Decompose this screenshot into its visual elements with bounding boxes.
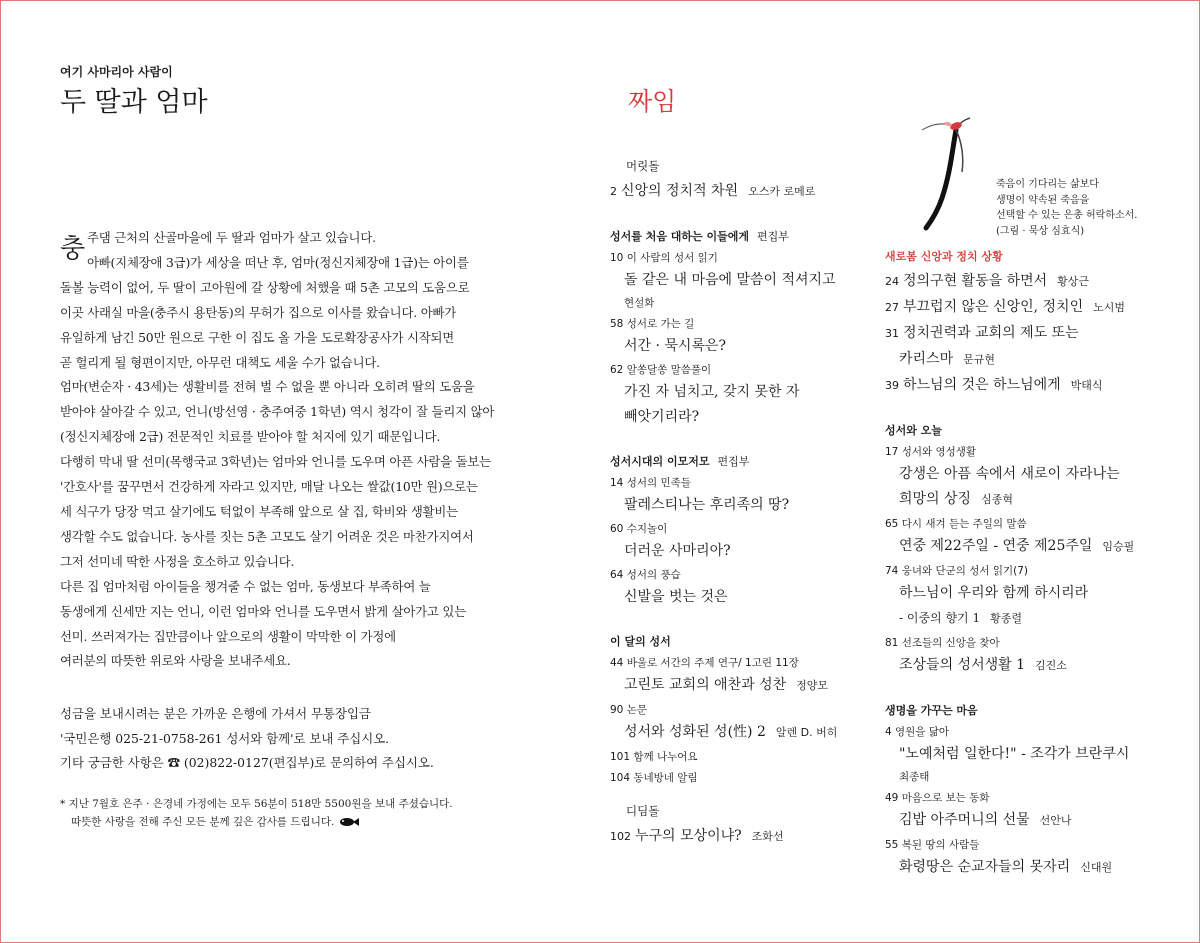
toc-entry-title: 하느님이 우리와 함께 하시리라: [899, 585, 1089, 601]
toc-section-heading: [885, 248, 1175, 264]
toc-entry-title: 더러운 사마리아?: [624, 543, 731, 559]
toc-entry-title: 하느님의 것은 하느님에게: [903, 377, 1061, 393]
body-line: 선미. 쓰러져가는 집만큼이나 앞으로의 생활이 막막한 이 가정에: [60, 628, 396, 644]
section-editor: 편집부: [717, 455, 750, 468]
donation-line: 성금을 보내시려는 분은 가까운 은행에 가셔서 무통장입금: [60, 706, 371, 721]
toc-entry: [610, 825, 880, 847]
body-line: '간호사'를 꿈꾸면서 건강하게 자라고 있지만, 매달 나오는 쌀값(10만 원)으로는: [60, 479, 478, 495]
toc-entry-title: 팔레스티나는 후리족의 땅?: [624, 497, 790, 513]
toc-author-line: 현설화: [624, 297, 655, 309]
section-label: 생명을 가꾸는 마음: [885, 704, 978, 717]
toc-section-heading: [885, 702, 1175, 718]
toc-entry: [885, 607, 1175, 629]
toc-subheading: 62 알쏭달쏭 말씀풀이: [610, 364, 712, 376]
toc-page-number: 31: [885, 327, 899, 340]
toc-entry: [610, 335, 880, 356]
toc-entry: [610, 381, 880, 402]
fish-icon: [338, 817, 360, 827]
toc-entry-title: 카리스마: [899, 351, 954, 367]
toc-subheading: 60 수지놀이: [610, 523, 668, 535]
toc-entry: [610, 269, 880, 290]
toc-entry: [885, 809, 1175, 831]
body-line: 받아야 살아갈 수 있고, 언니(방선영 · 충주여중 1학년) 역시 청각이 잘 들리지 않아: [60, 404, 495, 420]
toc-entry-title: 빼앗기리라?: [624, 409, 700, 425]
toc-title: 짜임: [628, 87, 677, 116]
body-line: 아빠(지체장애 3급)가 세상을 떠난 후, 엄마(정신지체장애 1급)는 아이를: [87, 254, 469, 270]
toc-entry: [885, 270, 1175, 292]
toc-entry-title: 고린토 교회의 애찬과 성찬: [624, 677, 787, 693]
toc-entry-title: 화령땅은 순교자들의 못자리: [899, 859, 1071, 875]
toc-section-heading: [610, 453, 880, 469]
toc-entry: [610, 406, 880, 427]
toc-entry-title: 정치권력과 교회의 제도 또는: [903, 325, 1079, 341]
toc-subheading: 64 성서의 풍습: [610, 569, 681, 581]
section-label: 머릿돌: [626, 159, 660, 173]
toc-entry: [610, 540, 880, 561]
section-label: 새로봄 신앙과 정치 상황: [885, 250, 1003, 263]
toc-author-line: 최종태: [899, 771, 930, 783]
toc-section-heading: [610, 803, 880, 819]
toc-entry-author: 선안나: [1039, 814, 1072, 827]
caption-line: 죽음이 기다리는 삶보다: [996, 179, 1099, 190]
body-line: 동생에게 신세만 지는 언니, 이런 엄마와 언니를 도우면서 밝게 살아가고 있는: [60, 603, 466, 619]
drop-cap: 충: [60, 234, 86, 264]
toc-entry: [610, 180, 880, 202]
artwork-caption: [996, 177, 1176, 239]
donation-info: [60, 702, 560, 776]
toc-entry-title: 부끄럽지 않은 신앙인, 정치인: [903, 299, 1084, 315]
toc-subheading: 58 성서로 가는 길: [610, 318, 695, 330]
toc-entry: [885, 348, 1175, 370]
toc-subheading: 10 이 사람의 성서 읽기: [610, 252, 718, 264]
body-line: 이곳 사래실 마을(충주시 용탄동)의 무허가 집으로 이사를 왔습니다. 아빠가: [60, 304, 456, 320]
toc-entry: [885, 582, 1175, 603]
body-line: 돌볼 능력이 없어, 두 딸이 고아원에 갈 상황에 처했을 때 5촌 고모의 도움으로: [60, 279, 470, 295]
note-line: 따뜻한 사랑을 전해 주신 모든 분께 깊은 감사를 드립니다.: [60, 813, 560, 831]
toc-entry: [610, 494, 880, 515]
toc-entry-author: 황종렬: [990, 612, 1022, 625]
toc-entry-title: 연중 제22주일 - 연중 제25주일: [899, 538, 1093, 554]
toc-entry-author: 박태식: [1070, 379, 1103, 392]
toc-section-heading: [610, 633, 880, 649]
donation-line: 기타 궁금한 사항은 ☎ (02)822-0127(편집부)로 문의하여 주십시오.: [60, 755, 434, 770]
section-label: 이 달의 성서: [610, 635, 671, 648]
toc-entry-author: 조화선: [751, 830, 784, 843]
donation-line: '국민은행 025-21-0758-261 성서와 함께'로 보내 주십시오.: [60, 730, 390, 746]
toc-entry: [610, 721, 880, 743]
toc-entry: [885, 488, 1175, 510]
toc-page-number: 2: [610, 185, 617, 198]
toc-subheading: 14 성서의 민족들: [610, 477, 691, 489]
toc-entry-title: 김밥 아주머니의 선물: [899, 812, 1030, 828]
section-label: 성서시대의 이모저모: [610, 455, 710, 468]
note-line: * 지난 7월호 은주 · 은경네 가정에는 모두 56분이 518만 5500원을 보내 주셨습니다.: [60, 798, 453, 810]
section-label: 디딤돌: [626, 804, 660, 818]
body-line: 곧 헐리게 될 형편이지만, 아무런 대책도 세울 수가 없습니다.: [60, 354, 380, 370]
toc-subheading: 104 동네방네 알림: [610, 772, 698, 784]
toc-entry-title: - 이중의 향기 1: [899, 611, 981, 625]
toc-entry: [610, 586, 880, 607]
section-label: 성서를 처음 대하는 이들에게: [610, 230, 749, 243]
toc-entry-title: 조상들의 성서생활 1: [899, 657, 1025, 673]
toc-entry: [885, 463, 1175, 484]
toc-entry-author: 문규현: [963, 353, 995, 366]
body-line: 그저 선미네 딱한 사정을 호소하고 있습니다.: [60, 553, 295, 569]
toc-subheading: 65 다시 새겨 듣는 주일의 말씀: [885, 518, 1027, 530]
toc-section-heading: [885, 422, 1175, 438]
body-line: 유일하게 남긴 50만 원으로 구한 이 집도 올 가을 도로확장공사가 시작되면: [60, 329, 455, 345]
toc-entry: [885, 535, 1175, 557]
toc-entry: [885, 374, 1175, 396]
toc-page-number: 39: [885, 379, 899, 392]
toc-page-number: 102: [610, 830, 631, 843]
toc-subheading: 74 웅녀와 단군의 성서 읽기(7): [885, 565, 1029, 577]
body-line: 주댐 근처의 산골마을에 두 딸과 엄마가 살고 있습니다.: [87, 230, 376, 245]
toc-entry-author: 황상근: [1057, 275, 1090, 288]
toc-subheading: 81 선조들의 신앙을 찾아: [885, 637, 1000, 649]
toc-entry-author: 신대원: [1080, 861, 1113, 874]
toc-entry-author: 심종혁: [981, 493, 1013, 506]
toc-subheading: 101 함께 나누어요: [610, 751, 698, 763]
body-line: (정신지체장애 2급) 전문적인 치료를 받아야 할 처지에 있기 때문입니다.: [60, 429, 441, 445]
toc-entry-title: "노예처럼 일한다!" - 조각가 브란쿠시: [899, 746, 1130, 762]
toc-entry: [885, 322, 1175, 344]
toc-entry-title: 서간 · 묵시록은?: [624, 338, 727, 354]
section-label: 성서와 오늘: [885, 424, 942, 437]
body-line: 엄마(변순자 · 43세)는 생활비를 전혀 벌 수 없을 뿐 아니라 오히려 딸의 도움을: [60, 379, 475, 395]
toc-section-heading: [610, 158, 880, 174]
toc-entry-author: 김진소: [1035, 659, 1067, 672]
toc-subheading: 4 영원을 닮아: [885, 726, 950, 738]
toc-entry-title: 신앙의 정치적 차원: [621, 183, 739, 199]
toc-subheading: 55 복된 땅의 사람들: [885, 839, 980, 851]
toc-entry: [885, 743, 1175, 764]
toc-subheading: 44 바울로 서간의 주제 연구/ 1고린 11장: [610, 657, 799, 669]
toc-column-1: [610, 158, 880, 847]
body-line: 세 식구가 당장 먹고 살기에도 턱없이 부족해 앞으로 살 집, 학비와 생활비는: [60, 503, 458, 519]
toc-entry-author: 알렌 D. 버히: [775, 726, 838, 739]
body-line: 다행히 막내 딸 선미(목행국교 3학년)는 엄마와 언니를 도우며 아픈 사람을 돌보는: [60, 454, 491, 470]
caption-line: 선택할 수 있는 은총 허락하소서.: [996, 210, 1138, 221]
caption-line: (그림 · 묵상 심효식): [996, 225, 1085, 237]
article-body: [60, 226, 560, 674]
toc-entry-title: 강생은 아픔 속에서 새로이 자라나는: [899, 466, 1120, 482]
thanks-note: [60, 795, 560, 831]
toc-entry-author: 임승필: [1102, 540, 1135, 553]
toc-entry-title: 정의구현 활동을 하면서: [903, 273, 1048, 289]
body-line: 다른 집 엄마처럼 아이들을 챙겨줄 수 없는 엄마, 동생보다 부족하여 늘: [60, 578, 431, 594]
flower-artwork-icon: [912, 112, 982, 232]
toc-entry: [885, 654, 1175, 676]
article-title: 두 딸과 엄마: [60, 87, 208, 118]
toc-entry-title: 성서와 성화된 성(性) 2: [624, 724, 766, 740]
toc-page-number: 24: [885, 275, 899, 288]
toc-entry-title: 누구의 모상이냐?: [635, 828, 742, 844]
toc-subheading: 17 성서와 영성생활: [885, 446, 977, 458]
body-line: 생각할 수도 없습니다. 농사를 짓는 5촌 고모도 살기 어려운 것은 마찬가지여서: [60, 528, 474, 544]
toc-entry: [885, 856, 1175, 878]
section-editor: 편집부: [757, 230, 789, 243]
toc-entry-author: 정양모: [796, 679, 829, 692]
toc-entry-title: 희망의 상징: [899, 491, 972, 507]
toc-entry-author: 노시범: [1093, 301, 1125, 314]
article-kicker: 여기 사마리아 사람이: [60, 65, 173, 79]
toc-entry-title: 돌 같은 내 마음에 말씀이 적셔지고: [624, 272, 836, 288]
body-line: 여러분의 따뜻한 위로와 사랑을 보내주세요.: [60, 653, 291, 669]
caption-line: 생명이 약속된 죽음을: [996, 194, 1090, 206]
toc-subheading: 90 논문: [610, 704, 647, 716]
toc-column-2: [885, 248, 1175, 878]
toc-entry-author: 오스카 로메로: [748, 185, 816, 198]
toc-entry: [885, 296, 1175, 318]
toc-page-number: 27: [885, 301, 899, 314]
toc-entry-title: 가진 자 넘치고, 갖지 못한 자: [624, 384, 800, 400]
toc-entry: [610, 674, 880, 696]
toc-entry-title: 신발을 벗는 것은: [624, 589, 728, 605]
toc-subheading: 49 마음으로 보는 동화: [885, 792, 990, 804]
toc-section-heading: [610, 228, 880, 244]
